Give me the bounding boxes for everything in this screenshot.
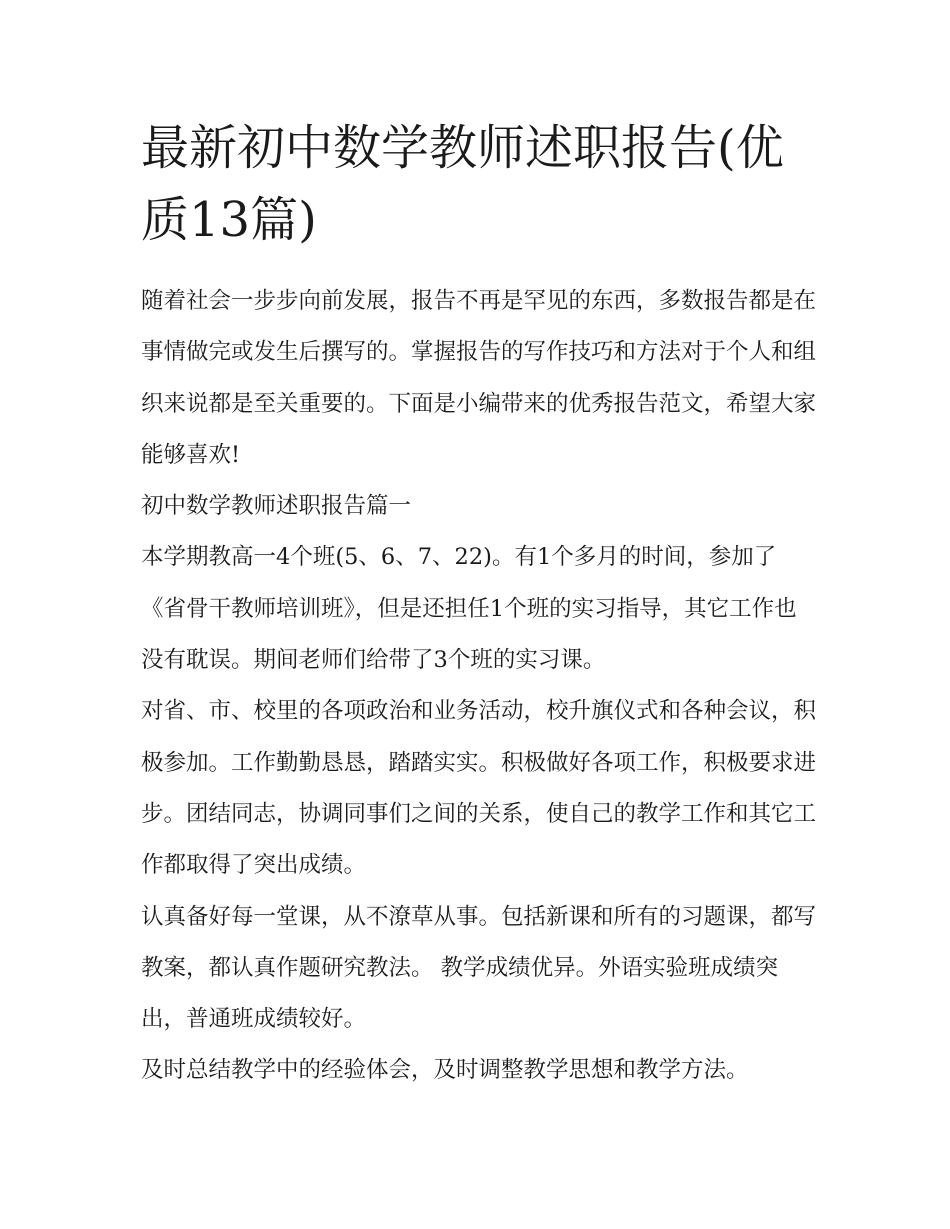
section-heading: 初中数学教师述职报告篇一 xyxy=(141,493,412,520)
body-paragraph: 及时总结教学中的经验体会，及时调整教学思想和教学方法。 xyxy=(141,1057,749,1084)
intro-paragraph: 随着社会一步步向前发展，报告不再是罕见的东西，多数报告都是在事情做完或发生后撰写的。掌握报告的写作技巧和方法对于个人和组织来说都是至关重要的。下面是小编带来的优秀报告范文，希望大家能够喜欢! xyxy=(141,288,817,468)
document-body xyxy=(141,276,816,1097)
body-paragraph: 对省、市、校里的各项政治和业务活动，校升旗仪式和各种会议，积极参加。工作勤勤恳恳，踏踏实实。积极做好各项工作，积极要求进步。团结同志，协调同事们之间的关系，使自己的教学工作和其它工作都取得了突出成绩。 xyxy=(141,698,817,879)
body-paragraph: 本学期教高一4个班(5、6、7、22)。有1个多月的时间，参加了《省骨干教师培训班》，但是还担任1个班的实习指导，其它工作也没有耽误。期间老师们给带了3个班的实习课。 xyxy=(141,544,797,674)
body-paragraph: 认真备好每一堂课，从不潦草从事。包括新课和所有的习题课，都写教案，都认真作题研究教法。 教学成绩优异。外语实验班成绩突出，普通班成绩较好。 xyxy=(141,903,817,1033)
document-title: 最新初中数学教师述职报告(优质13篇) xyxy=(141,120,784,248)
